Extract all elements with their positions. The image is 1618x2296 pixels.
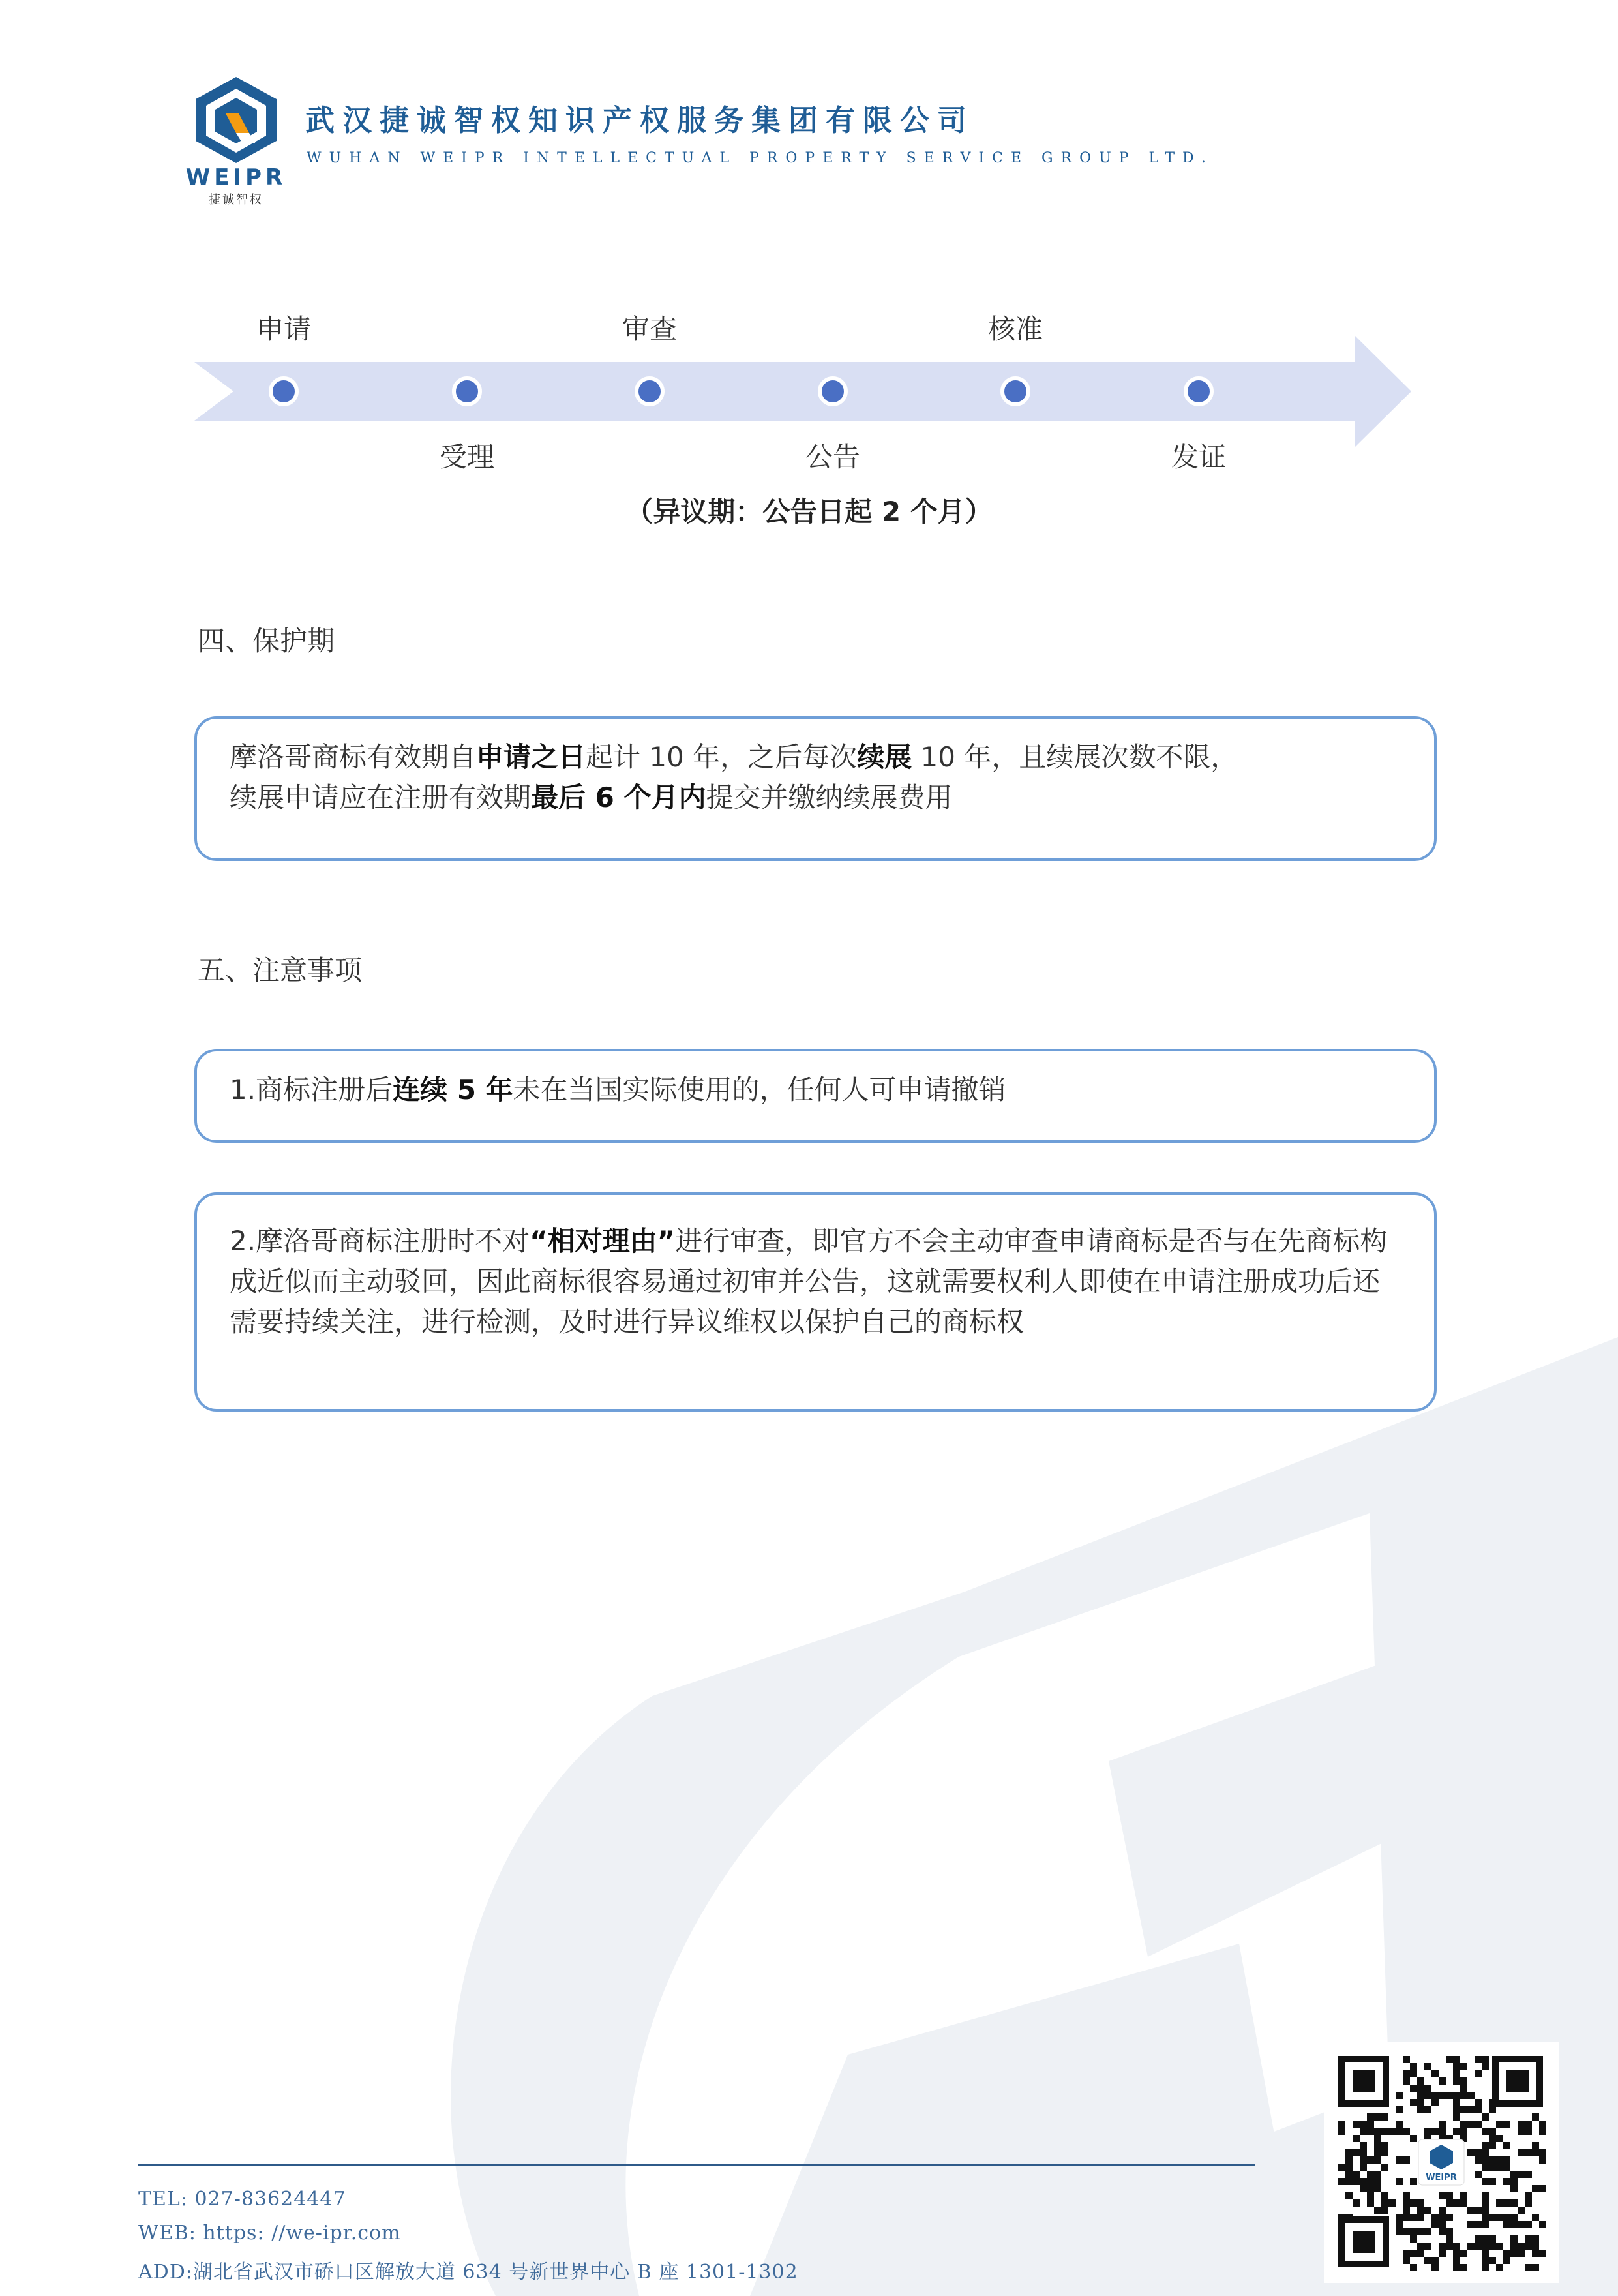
text: 续展申请应在注册有效期 <box>230 781 532 813</box>
footer-web: WEB: https: //we-ipr.com <box>138 2222 401 2244</box>
text: 1.商标注册后 <box>230 1074 393 1106</box>
company-logo <box>184 73 288 207</box>
text: 摩洛哥商标有效期自 <box>230 741 477 773</box>
bold-text: 连续 5 年 <box>393 1074 513 1106</box>
qr-logo-text: WEIPR <box>1426 2173 1457 2183</box>
section-title-notes: 五、注意事项 <box>198 954 363 986</box>
footer-address: ADD:湖北省武汉市硚口区解放大道 634 号新世界中心 B 座 1301-1302 <box>138 2261 798 2284</box>
logo-wordmark: WEIPR <box>185 164 287 190</box>
bold-text: “相对理由” <box>530 1225 676 1257</box>
text: 提交并缴纳续展费用 <box>706 781 953 813</box>
logo-subtext: 捷诚智权 <box>209 193 263 207</box>
text: 起计 10 年，之后每次 <box>586 741 858 773</box>
text: 未在当国实际使用的，任何人可申请撤销 <box>513 1074 1006 1106</box>
opposition-period-note: （异议期：公告日起 2 个月） <box>625 496 993 528</box>
step-publish: 公告 <box>805 441 861 473</box>
protection-period-box <box>194 716 1437 861</box>
timeline-dot <box>1186 378 1212 404</box>
process-arrow <box>194 336 1411 447</box>
bold-text: 申请之日 <box>476 741 586 773</box>
timeline-dot <box>454 378 480 404</box>
bold-text: 最后 6 个月内 <box>531 781 706 813</box>
step-approve: 核准 <box>987 313 1043 345</box>
qr-code <box>1324 2042 1559 2283</box>
company-name-cn: 武汉捷诚智权知识产权服务集团有限公司 <box>305 103 975 138</box>
step-apply: 申请 <box>256 313 312 345</box>
timeline-dot <box>820 378 846 404</box>
bold-text: 续展 <box>857 741 912 773</box>
text: 进行审查，即官方不会主动审查申请商标是否与在先商标构成近似而主动驳回，因此商标很容易通过初审并公告，这就需要权利人即使在申请注册成功后还需要持续关注，进行检测，及时进行异议维权以保护自己的商标权 <box>230 1225 1388 1338</box>
note-box-2 <box>194 1192 1437 1412</box>
timeline-dot <box>1002 378 1028 404</box>
step-certificate: 发证 <box>1171 441 1227 473</box>
text: 2.摩洛哥商标注册时不对 <box>230 1225 530 1257</box>
timeline-dot <box>637 378 663 404</box>
step-examine: 审查 <box>622 313 678 345</box>
note-box-1 <box>194 1049 1437 1143</box>
timeline-dot <box>271 378 297 404</box>
step-accept: 受理 <box>439 441 495 473</box>
section-title-protection: 四、保护期 <box>198 625 335 657</box>
company-name-en: WUHAN WEIPR INTELLECTUAL PROPERTY SERVICE GROUP LTD. <box>307 150 1214 166</box>
footer-tel: TEL: 027-83624447 <box>138 2188 346 2211</box>
text: 10 年，且续展次数不限， <box>912 741 1238 773</box>
footer-divider <box>138 2164 1255 2166</box>
